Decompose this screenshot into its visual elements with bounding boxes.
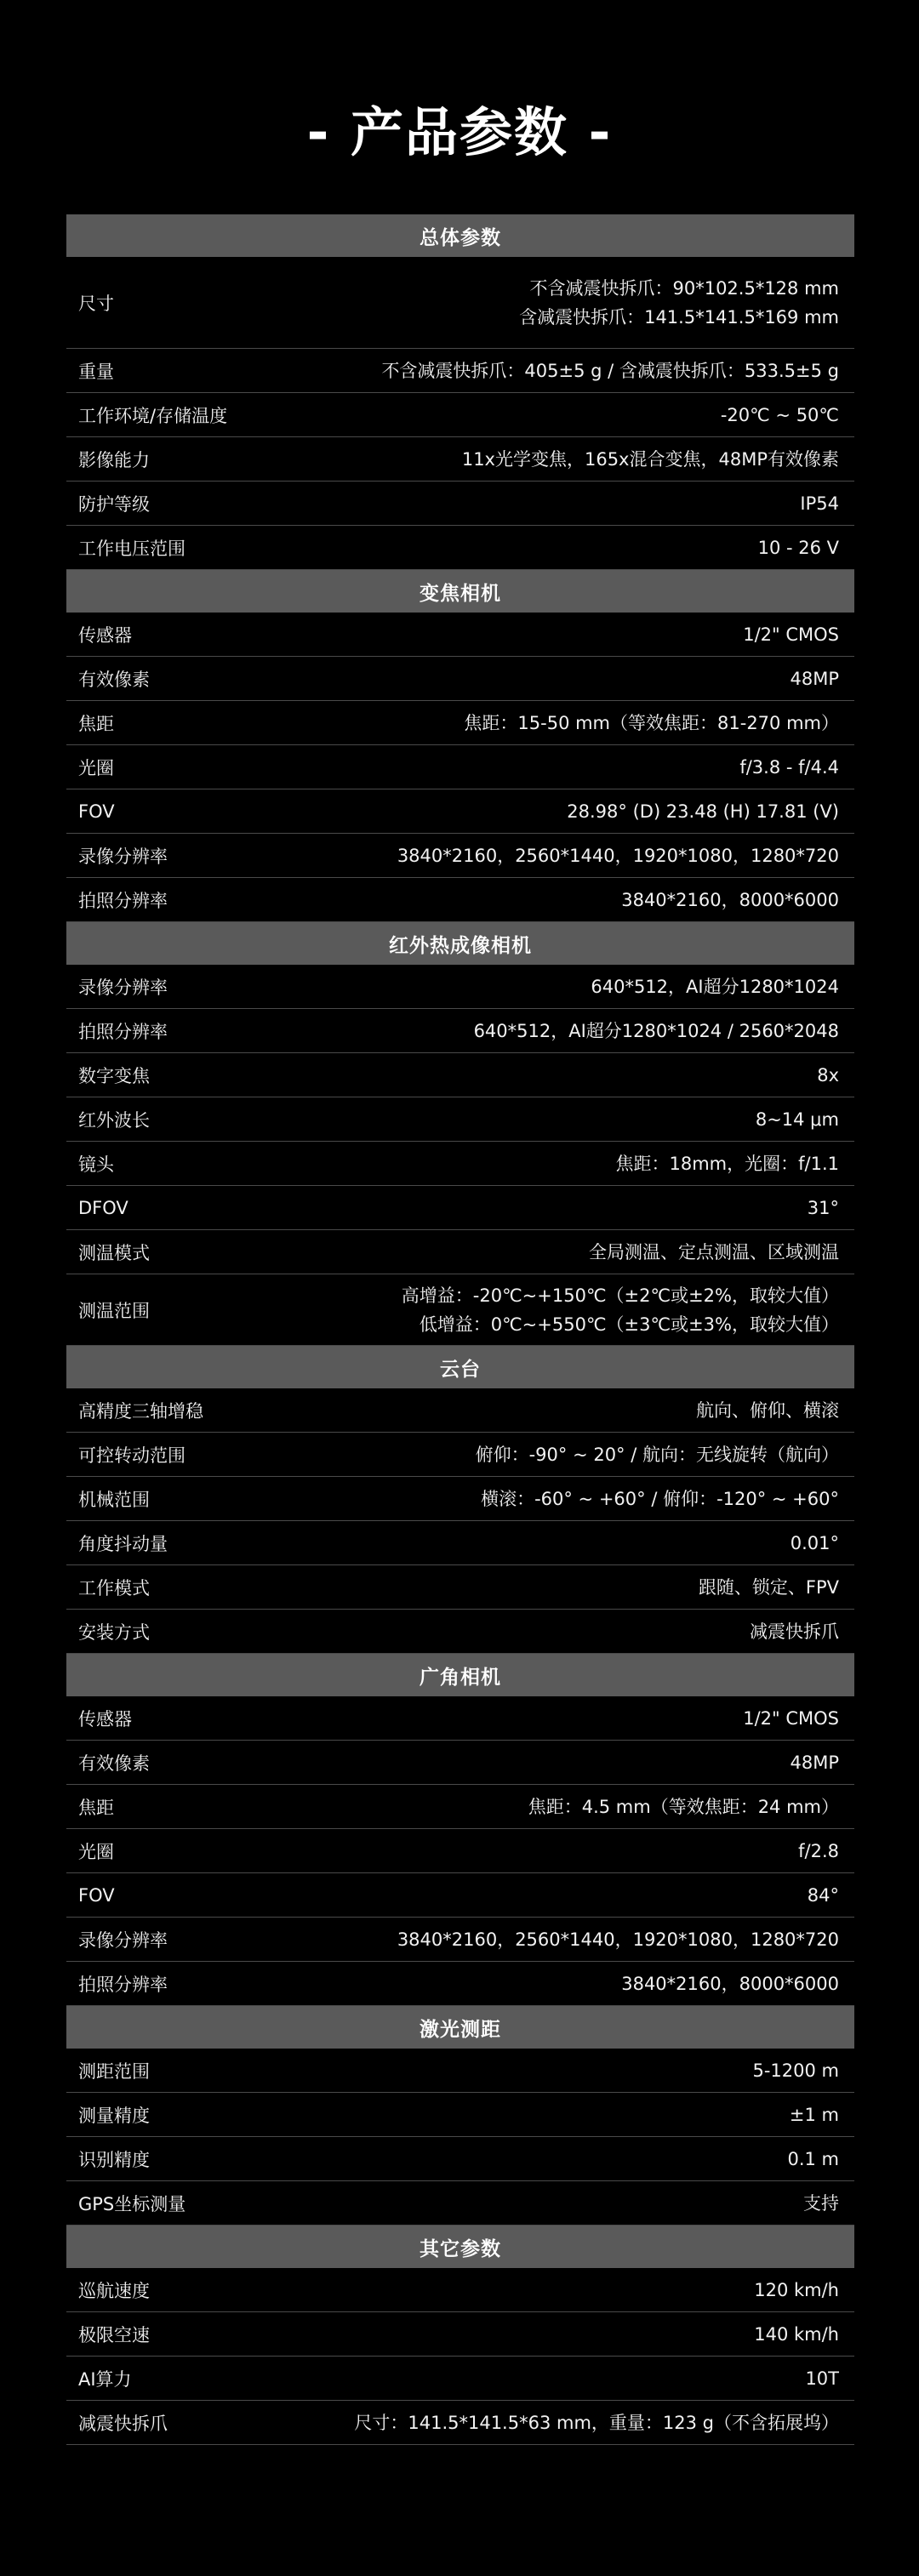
spec-value-line: 5-1200 m bbox=[752, 2060, 839, 2081]
spec-label: 影像能力 bbox=[78, 449, 150, 470]
spec-row bbox=[66, 2401, 854, 2445]
spec-value bbox=[752, 2056, 839, 2085]
spec-label: 安装方式 bbox=[78, 1621, 150, 1643]
spec-label: AI算力 bbox=[78, 2368, 132, 2390]
spec-value-line: 48MP bbox=[790, 668, 839, 689]
spec-row bbox=[66, 1477, 854, 1521]
spec-value-line: 1/2" CMOS bbox=[743, 1707, 839, 1729]
spec-row bbox=[66, 1785, 854, 1829]
spec-label: 测距范围 bbox=[78, 2060, 150, 2082]
spec-value bbox=[397, 1925, 839, 1954]
spec-row bbox=[66, 1521, 854, 1565]
spec-row bbox=[66, 2093, 854, 2137]
spec-label: 测温模式 bbox=[78, 1242, 150, 1263]
spec-row bbox=[66, 1009, 854, 1053]
spec-value bbox=[462, 445, 839, 474]
spec-row bbox=[66, 2181, 854, 2226]
spec-label: 巡航速度 bbox=[78, 2280, 150, 2301]
spec-row bbox=[66, 1186, 854, 1230]
spec-value bbox=[817, 1061, 839, 1090]
section-header: 总体参数 bbox=[66, 214, 854, 257]
spec-value-line: 含减震快拆爪：141.5*141.5*169 mm bbox=[519, 306, 839, 328]
spec-value bbox=[476, 1440, 839, 1469]
spec-label: 极限空速 bbox=[78, 2324, 150, 2345]
spec-value-line: 焦距：4.5 mm（等效焦距：24 mm） bbox=[528, 1796, 839, 1817]
spec-value bbox=[481, 1485, 839, 1513]
spec-value-line: 3840*2160，2560*1440，1920*1080，1280*720 bbox=[397, 845, 839, 866]
spec-label: 工作环境/存储温度 bbox=[78, 405, 228, 426]
spec-value bbox=[621, 886, 839, 915]
spec-value bbox=[808, 1881, 839, 1910]
spec-value-line: f/3.8 - f/4.4 bbox=[739, 756, 839, 778]
spec-value-line: ±1 m bbox=[789, 2104, 839, 2125]
section-header: 激光测距 bbox=[66, 2006, 854, 2049]
spec-label: 拍照分辨率 bbox=[78, 1021, 168, 1042]
spec-row bbox=[66, 1741, 854, 1785]
spec-value-line: 航向、俯仰、横滚 bbox=[696, 1399, 839, 1421]
spec-label: 镜头 bbox=[78, 1154, 114, 1175]
spec-value bbox=[803, 2189, 839, 2218]
spec-row bbox=[66, 2312, 854, 2357]
spec-value bbox=[798, 1837, 839, 1866]
spec-row bbox=[66, 701, 854, 745]
spec-value-line: 120 km/h bbox=[754, 2279, 839, 2300]
spec-value bbox=[790, 2100, 839, 2129]
spec-label: 识别精度 bbox=[78, 2149, 150, 2170]
spec-table bbox=[66, 214, 854, 2445]
spec-label: 重量 bbox=[78, 361, 114, 382]
spec-value bbox=[750, 1617, 839, 1646]
spec-value-line: 焦距：15-50 mm（等效焦距：81-270 mm） bbox=[464, 712, 839, 733]
spec-value bbox=[756, 1105, 839, 1134]
spec-row bbox=[66, 437, 854, 482]
spec-row bbox=[66, 1918, 854, 1962]
spec-value bbox=[758, 533, 839, 562]
spec-label: 焦距 bbox=[78, 713, 114, 734]
spec-label: 防护等级 bbox=[78, 493, 150, 515]
spec-label: 测量精度 bbox=[78, 2105, 150, 2126]
spec-row bbox=[66, 1388, 854, 1433]
spec-row bbox=[66, 2049, 854, 2093]
spec-value bbox=[528, 1792, 839, 1821]
spec-value-line: 640*512，AI超分1280*1024 bbox=[591, 976, 839, 997]
spec-label: 高精度三轴增稳 bbox=[78, 1400, 203, 1422]
spec-label: DFOV bbox=[78, 1197, 128, 1218]
spec-value-line: 低增益：0℃~+550℃（±3℃或±3%，取较大值） bbox=[419, 1314, 839, 1335]
spec-row bbox=[66, 878, 854, 922]
spec-row bbox=[66, 2268, 854, 2312]
spec-row bbox=[66, 2137, 854, 2181]
spec-value bbox=[354, 2408, 839, 2437]
spec-value-line: 高增益：-20℃~+150℃（±2℃或±2%，取较大值） bbox=[401, 1285, 839, 1306]
spec-value-line: 0.1 m bbox=[787, 2148, 839, 2169]
spec-value-line: 不含减震快拆爪：405±5 g / 含减震快拆爪：533.5±5 g bbox=[381, 360, 839, 381]
spec-row bbox=[66, 526, 854, 570]
spec-value-line: 横滚：-60° ~ +60° / 俯仰：-120° ~ +60° bbox=[481, 1488, 839, 1509]
spec-label: 红外波长 bbox=[78, 1109, 150, 1131]
spec-value-line: 全局测温、定点测温、区域测温 bbox=[589, 1241, 839, 1262]
spec-row bbox=[66, 745, 854, 789]
spec-value bbox=[474, 1017, 839, 1046]
spec-label: 有效像素 bbox=[78, 1752, 150, 1774]
spec-row bbox=[66, 1433, 854, 1477]
spec-value bbox=[519, 274, 839, 332]
spec-row bbox=[66, 965, 854, 1009]
section-header: 云台 bbox=[66, 1346, 854, 1388]
section-header: 变焦相机 bbox=[66, 570, 854, 613]
spec-value-line: 焦距：18mm，光圈：f/1.1 bbox=[615, 1153, 839, 1174]
spec-value bbox=[754, 2320, 839, 2349]
spec-label: FOV bbox=[78, 801, 115, 822]
spec-value bbox=[790, 1748, 839, 1777]
spec-label: 测温范围 bbox=[78, 1300, 150, 1321]
spec-value-line: 俯仰：-90° ~ 20° / 航向：无线旋转（航向） bbox=[475, 1444, 839, 1465]
spec-value bbox=[787, 2145, 839, 2174]
section-header: 其它参数 bbox=[66, 2226, 854, 2268]
spec-row bbox=[66, 393, 854, 437]
spec-label: GPS坐标测量 bbox=[78, 2193, 186, 2214]
spec-value bbox=[381, 356, 839, 385]
spec-label: 数字变焦 bbox=[78, 1065, 150, 1086]
spec-label: 机械范围 bbox=[78, 1489, 150, 1510]
spec-value-line: -20℃ ~ 50℃ bbox=[720, 404, 839, 425]
spec-label: 录像分辨率 bbox=[78, 846, 168, 867]
spec-value bbox=[743, 620, 839, 649]
spec-value-line: 0.01° bbox=[790, 1532, 839, 1553]
spec-value bbox=[591, 972, 839, 1001]
spec-row bbox=[66, 1097, 854, 1142]
spec-label: 光圈 bbox=[78, 1841, 114, 1862]
spec-value bbox=[402, 1281, 839, 1339]
spec-row bbox=[66, 349, 854, 393]
spec-label: 工作电压范围 bbox=[78, 538, 186, 559]
spec-label: 尺寸 bbox=[78, 293, 114, 314]
spec-value-line: 不含减震快拆爪：90*102.5*128 mm bbox=[529, 277, 839, 299]
spec-value bbox=[589, 1238, 839, 1267]
spec-value bbox=[621, 1969, 839, 1998]
spec-row bbox=[66, 1053, 854, 1097]
spec-value bbox=[397, 841, 839, 870]
section-header: 广角相机 bbox=[66, 1654, 854, 1696]
spec-value bbox=[790, 664, 839, 693]
spec-value bbox=[739, 753, 839, 782]
spec-value bbox=[791, 1529, 839, 1558]
spec-label: 拍照分辨率 bbox=[78, 890, 168, 911]
section-header: 红外热成像相机 bbox=[66, 922, 854, 965]
spec-row bbox=[66, 1962, 854, 2006]
spec-value bbox=[696, 1396, 839, 1425]
spec-value-line: 28.98° (D) 23.48 (H) 17.81 (V) bbox=[567, 801, 839, 822]
spec-value-line: 84° bbox=[807, 1884, 839, 1906]
spec-value bbox=[616, 1149, 840, 1178]
spec-value-line: 11x光学变焦，165x混合变焦，48MP有效像素 bbox=[461, 448, 839, 470]
spec-value-line: 640*512，AI超分1280*1024 / 2560*2048 bbox=[473, 1020, 839, 1041]
spec-value-line: 尺寸：141.5*141.5*63 mm，重量：123 g（不含拓展坞） bbox=[354, 2412, 839, 2433]
spec-row bbox=[66, 257, 854, 349]
spec-value-line: 48MP bbox=[790, 1752, 839, 1773]
spec-label: 工作模式 bbox=[78, 1577, 150, 1599]
spec-value bbox=[464, 709, 839, 738]
spec-value bbox=[754, 2276, 839, 2305]
spec-value-line: 1/2" CMOS bbox=[743, 624, 839, 645]
spec-label: 减震快拆爪 bbox=[78, 2413, 168, 2434]
spec-value bbox=[699, 1573, 839, 1602]
spec-value-line: 8~14 μm bbox=[755, 1108, 839, 1130]
spec-value bbox=[805, 2364, 839, 2393]
spec-row bbox=[66, 1565, 854, 1610]
spec-value bbox=[800, 489, 839, 518]
spec-value bbox=[743, 1704, 839, 1733]
spec-value-line: 支持 bbox=[803, 2192, 839, 2214]
spec-label: 录像分辨率 bbox=[78, 977, 168, 998]
spec-label: 传感器 bbox=[78, 1708, 132, 1730]
spec-value-line: 减震快拆爪 bbox=[750, 1621, 839, 1642]
spec-label: 传感器 bbox=[78, 624, 132, 646]
spec-value-line: 140 km/h bbox=[754, 2323, 839, 2345]
spec-value-line: f/2.8 bbox=[798, 1840, 839, 1861]
spec-row bbox=[66, 789, 854, 834]
spec-row bbox=[66, 1142, 854, 1186]
spec-row bbox=[66, 2357, 854, 2401]
spec-value-line: IP54 bbox=[800, 493, 839, 514]
spec-value-line: 31° bbox=[807, 1197, 839, 1218]
spec-value-line: 3840*2160，2560*1440，1920*1080，1280*720 bbox=[397, 1929, 839, 1950]
spec-value bbox=[721, 401, 839, 430]
spec-label: 光圈 bbox=[78, 757, 114, 778]
spec-row bbox=[66, 1696, 854, 1741]
spec-value-line: 跟随、锁定、FPV bbox=[698, 1576, 839, 1598]
page-title: - 产品参数 - bbox=[306, 101, 613, 163]
spec-row bbox=[66, 1873, 854, 1918]
spec-value-line: 3840*2160，8000*6000 bbox=[621, 889, 839, 910]
spec-row bbox=[66, 1230, 854, 1274]
spec-label: 拍照分辨率 bbox=[78, 1974, 168, 1995]
spec-label: 焦距 bbox=[78, 1797, 114, 1818]
spec-row bbox=[66, 1610, 854, 1654]
spec-label: 录像分辨率 bbox=[78, 1929, 168, 1951]
spec-value-line: 10 - 26 V bbox=[757, 537, 839, 558]
spec-label: 可控转动范围 bbox=[78, 1445, 186, 1466]
spec-row bbox=[66, 1274, 854, 1346]
spec-row bbox=[66, 613, 854, 657]
spec-label: FOV bbox=[78, 1884, 115, 1906]
spec-value-line: 10T bbox=[805, 2368, 839, 2389]
spec-value bbox=[808, 1194, 839, 1222]
spec-label: 有效像素 bbox=[78, 669, 150, 690]
spec-value-line: 8x bbox=[817, 1064, 839, 1086]
spec-row bbox=[66, 834, 854, 878]
spec-row bbox=[66, 657, 854, 701]
spec-value bbox=[567, 797, 839, 826]
spec-row bbox=[66, 482, 854, 526]
spec-value-line: 3840*2160，8000*6000 bbox=[621, 1973, 839, 1994]
spec-label: 角度抖动量 bbox=[78, 1533, 168, 1554]
spec-row bbox=[66, 1829, 854, 1873]
